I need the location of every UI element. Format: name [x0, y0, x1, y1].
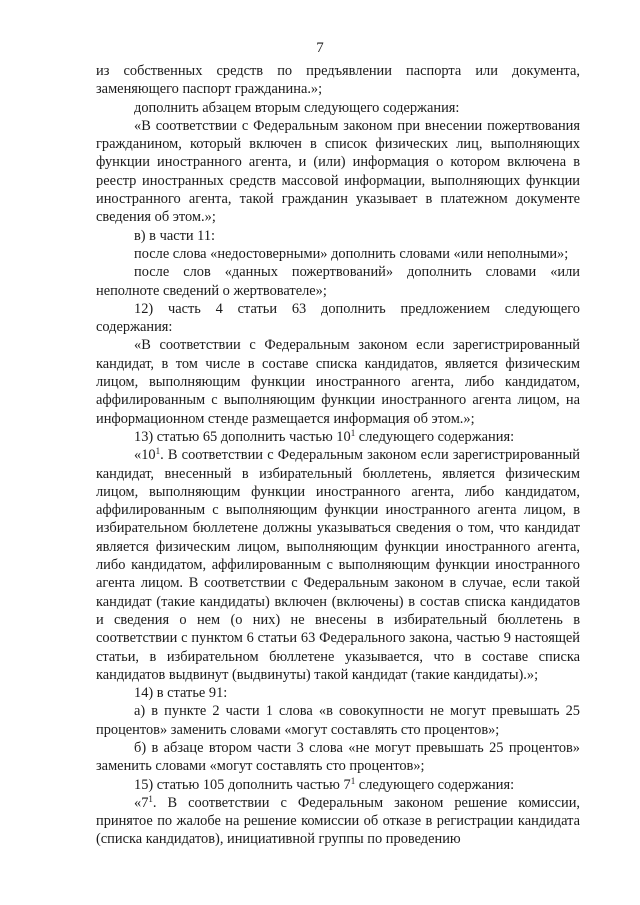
superscript: 1 [155, 446, 161, 457]
paragraph [96, 300, 580, 337]
paragraph-text-continued: следующего содержания: [355, 428, 515, 445]
paragraph-text: «В соответствии с Федеральным законом если зарегистрированный кандидат, в том числе в составе списка кандидатов, является физическим лицом, выполняющим функции иностранного агента, либо кандидатом, аффилированным с выполняющим функции иностранного агента лицом, на информационном стенде размещается информация об этом.»; [96, 337, 580, 427]
paragraph-text: 14) в статье 91: [134, 685, 228, 702]
superscript: 1 [148, 793, 153, 804]
paragraph-text: 15) статью 105 дополнить частью 7 [134, 776, 351, 793]
paragraph-text-continued: следующего содержания: [355, 776, 515, 793]
paragraph-text: после слов «данных пожертвований» дополнить словами «или неполноте сведений о жертвователе»; [96, 264, 580, 299]
paragraph [96, 263, 580, 300]
paragraph-text: а) в пункте 2 части 1 слова «в совокупности не могут превышать 25 процентов» заменить словами «могут составлять сто процентов»; [96, 703, 580, 738]
paragraph [96, 62, 580, 99]
paragraph [96, 99, 580, 117]
paragraph-text-continued: . В соответствии с Федеральным законом решение комиссии, принятое по жалобе на решение комиссии об отказе в регистрации кандидата (списка кандидатов), инициативной группы по проведению [96, 794, 580, 848]
paragraph-text: 13) статью 65 дополнить частью 10 [134, 428, 351, 445]
paragraph-text: из собственных средств по предъявлении паспорта или документа, заменяющего паспорт гражданина.»; [96, 63, 580, 98]
paragraph [96, 794, 580, 849]
paragraph-text: «В соответствии с Федеральным законом при внесении пожертвования гражданином, который включен в список физических лиц, выполняющих функции иностранного агента, и (или) информация о котором включена в реестр иностранных средств массовой информации, выполняющих функции иностранного агента, такой гражданин указывает в платежном документе сведения об этом.»; [96, 117, 580, 226]
paragraph-text-continued: . В соответствии с Федеральным законом если зарегистрированный кандидат, внесенный в избирательный бюллетень, является физическим лицом, выполняющим функции иностранного агента, либо кандидатом, аффилированным с выполняющим функции иностранного агента лицом, в избирательном бюллетене должны указываться сведения о том, что кандидат является физическим лицом, выполняющим функции иностранного агента, либо кандидатом, аффилированным с выполняющим функции иностранного агента лицом. В соответствии с Федеральным законом в случае, если такой кандидат (такие кандидаты) включен (включены) в состав списка кандидатов и сведения о нем (о них) не внесены в избирательный бюллетень в соответствии с пунктом 6 статьи 63 Федерального закона, частью 9 настоящей статьи, в избирательном бюллетене указывается, что в составе списка кандидатов выдвинут (выдвинуты) такой кандидат (такие кандидаты).»; [96, 447, 580, 683]
paragraph-text: «10 [134, 447, 156, 464]
paragraph [96, 739, 580, 776]
paragraph [96, 776, 580, 794]
superscript: 1 [350, 775, 356, 786]
paragraph-text: «7 [134, 794, 149, 811]
paragraph [96, 245, 580, 263]
page-number: 7 [316, 40, 324, 56]
paragraph [96, 336, 580, 427]
paragraph-text: дополнить абзацем вторым следующего содержания: [134, 99, 460, 116]
paragraph-text: в) в части 11: [134, 227, 216, 244]
document-body [96, 62, 580, 849]
superscript: 1 [350, 427, 356, 438]
paragraph [96, 446, 580, 684]
paragraph [96, 684, 580, 702]
paragraph-text: после слова «недостоверными» дополнить словами «или неполными»; [134, 245, 569, 262]
paragraph [96, 428, 580, 446]
paragraph [96, 117, 580, 227]
paragraph [96, 702, 580, 739]
paragraph-text: 12) часть 4 статьи 63 дополнить предложением следующего содержания: [96, 300, 580, 336]
paragraph-text: б) в абзаце втором части 3 слова «не могут превышать 25 процентов» заменить словами «могут составлять сто процентов»; [96, 739, 580, 775]
paragraph [96, 227, 580, 245]
